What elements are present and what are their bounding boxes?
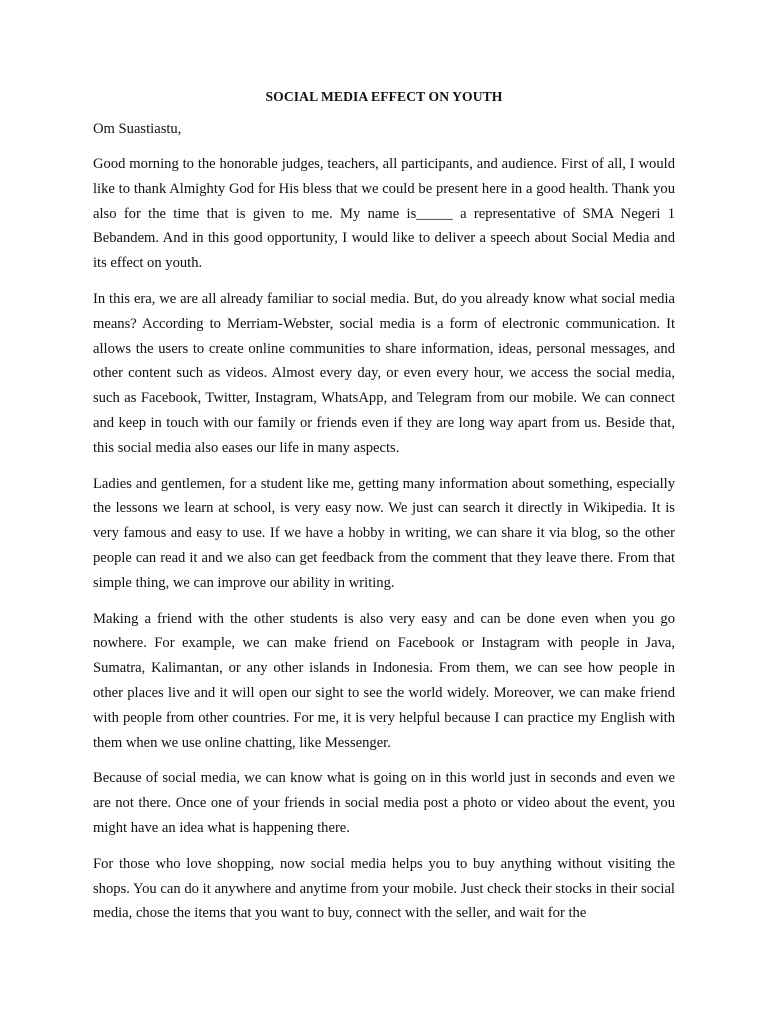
paragraph-shopping: For those who love shopping, now social media helps you to buy anything without visiting the shops. You can do it anywhere and anytime from your mobile. Just check their stocks in their social media, chose the items that you want to buy, connect with the seller, and wait for the [93, 855, 675, 922]
salutation: Om Suastiastu, [93, 121, 182, 137]
paragraph-making-friends: Making a friend with the other students is also very easy and can be done even when you go nowhere. For example, we can make friend on Facebook or Instagram with people in Java, Sumatra, Kalimantan, or any other islands in Indonesia. From them, we can see how people in other places live and it will open our sight to see the world widely. Moreover, we can make friend with people from other countries. For me, it is very helpful because I can practice my English with them when we use online chatting, like Messenger. [93, 610, 675, 751]
document-title: SOCIAL MEDIA EFFECT ON YOUTH [265, 89, 503, 104]
paragraph-introduction: Good morning to the honorable judges, teachers, all participants, and audience. First of all, I would like to thank Almighty God for His bless that we could be present here in a good health. Thank you also for the time that is given to me. My name is_____ a representative of SMA Negeri 1 Bebandem. And in this good opportunity, I would like to deliver a speech about Social Media and its effect on youth. [93, 156, 675, 272]
paragraph-social-media-definition: In this era, we are all already familiar to social media. But, do you already know what social media means? According to Merriam-Webster, social media is a form of electronic communication. It allows the users to create online communities to share information, ideas, personal messages, and other content such as videos. Almost every day, or even every hour, we access the social media, such as Facebook, Twitter, Instagram, WhatsApp, and Telegram from our mobile. We can connect and keep in touch with our family or friends even if they are long way apart from us. Beside that, this social media also eases our life in many aspects. [93, 290, 675, 456]
paragraph-information-access: Ladies and gentlemen, for a student like me, getting many information about something, especially the lessons we learn at school, is very easy now. We just can search it directly in Wikipedia. It is very famous and easy to use. If we have a hobby in writing, we can share it via blog, so the other people can read it and we also can get feedback from the comment that they leave there. From that simple thing, we can improve our ability in writing. [93, 475, 675, 591]
paragraph-news: Because of social media, we can know what is going on in this world just in seconds and even we are not there. Once one of your friends in social media post a photo or video about the event, you might have an idea what is happening there. [93, 770, 675, 836]
